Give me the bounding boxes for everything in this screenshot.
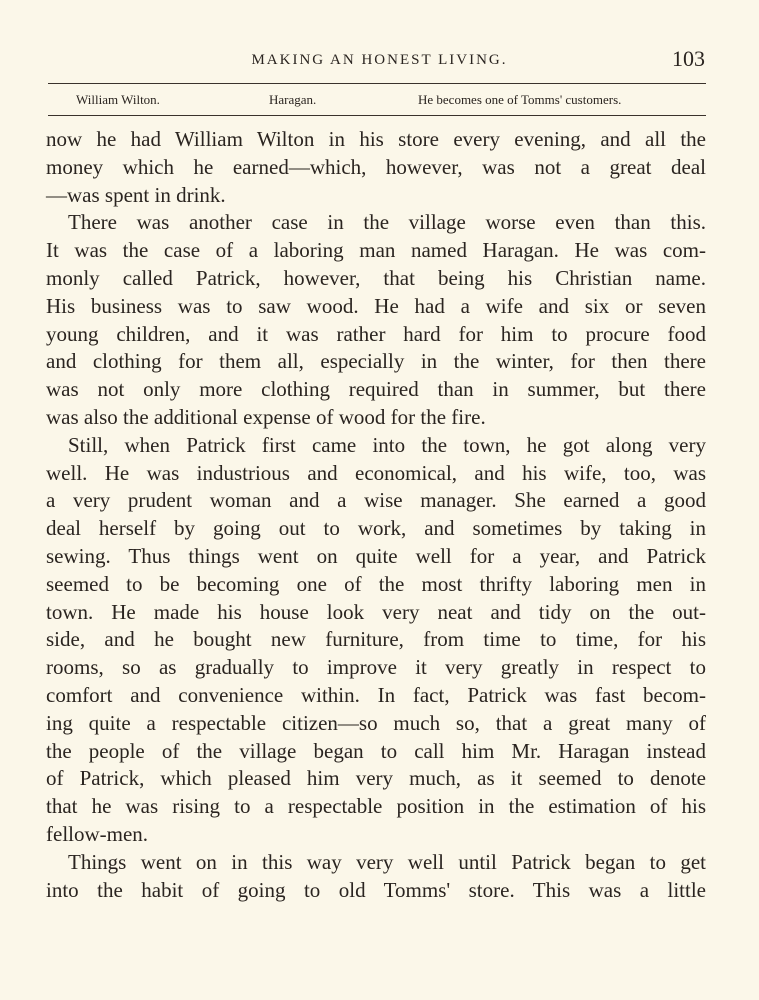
- text-line: It was the case of a laboring man named Haragan. He was com-: [46, 238, 706, 263]
- header-rule-top: [48, 83, 706, 84]
- body-text: [46, 126, 706, 904]
- text-line: of Patrick, which pleased him very much, as it seemed to denote: [46, 766, 706, 791]
- text-line: —was spent in drink.: [46, 182, 226, 207]
- text-line: now he had William Wilton in his store every evening, and all the: [46, 127, 706, 151]
- text-line: young children, and it was rather hard for him to procure food: [46, 321, 706, 346]
- marginal-subheads: [0, 92, 759, 112]
- subhead-haragan: Haragan.: [269, 92, 317, 107]
- text-line: side, and he bought new furniture, from time to time, for his: [46, 627, 706, 652]
- text-line: Still, when Patrick first came into the town, he got along very: [68, 432, 706, 457]
- text-line: sewing. Thus things went on quite well for a year, and Patrick: [46, 543, 706, 568]
- text-line: deal herself by going out to work, and sometimes by taking in: [46, 516, 706, 541]
- page-number: 103: [672, 46, 705, 71]
- text-line: money which he earned—which, however, was not a great deal: [46, 154, 706, 179]
- text-line: town. He made his house look very neat and tidy on the out-: [46, 599, 706, 624]
- subhead-william-wilton: William Wilton.: [76, 92, 160, 107]
- text-line: and clothing for them all, especially in the winter, for then there: [46, 349, 706, 374]
- header-rule-bottom: [48, 115, 706, 116]
- text-line: comfort and convenience within. In fact, Patrick was fast becom-: [46, 682, 706, 707]
- text-line: that he was rising to a respectable position in the estimation of his: [46, 794, 706, 819]
- text-line: rooms, so as gradually to improve it very greatly in respect to: [46, 655, 706, 680]
- text-line: seemed to be becoming one of the most thrifty laboring men in: [46, 571, 706, 596]
- text-line: There was another case in the village worse even than this.: [68, 210, 706, 235]
- text-line: Things went on in this way very well until Patrick began to get: [68, 849, 706, 874]
- text-line: a very prudent woman and a wise manager. She earned a good: [46, 488, 706, 513]
- text-line: ing quite a respectable citizen—so much so, that a great many of: [46, 710, 706, 735]
- text-line: was also the additional expense of wood for the fire.: [46, 404, 486, 429]
- subhead-tomms-customers: He becomes one of Tomms' customers.: [418, 92, 622, 107]
- text-line: well. He was industrious and economical, and his wife, too, was: [46, 460, 706, 485]
- text-line: into the habit of going to old Tomms' store. This was a little: [46, 877, 706, 902]
- running-head: [0, 46, 759, 76]
- running-title: MAKING AN HONEST LIVING.: [251, 52, 508, 68]
- text-line: fellow-men.: [46, 821, 149, 846]
- text-line: was not only more clothing required than in summer, but there: [46, 377, 706, 402]
- text-line: His business was to saw wood. He had a wife and six or seven: [46, 293, 706, 318]
- text-line: the people of the village began to call him Mr. Haragan instead: [46, 738, 706, 763]
- text-line: monly called Patrick, however, that being his Christian name.: [46, 265, 706, 290]
